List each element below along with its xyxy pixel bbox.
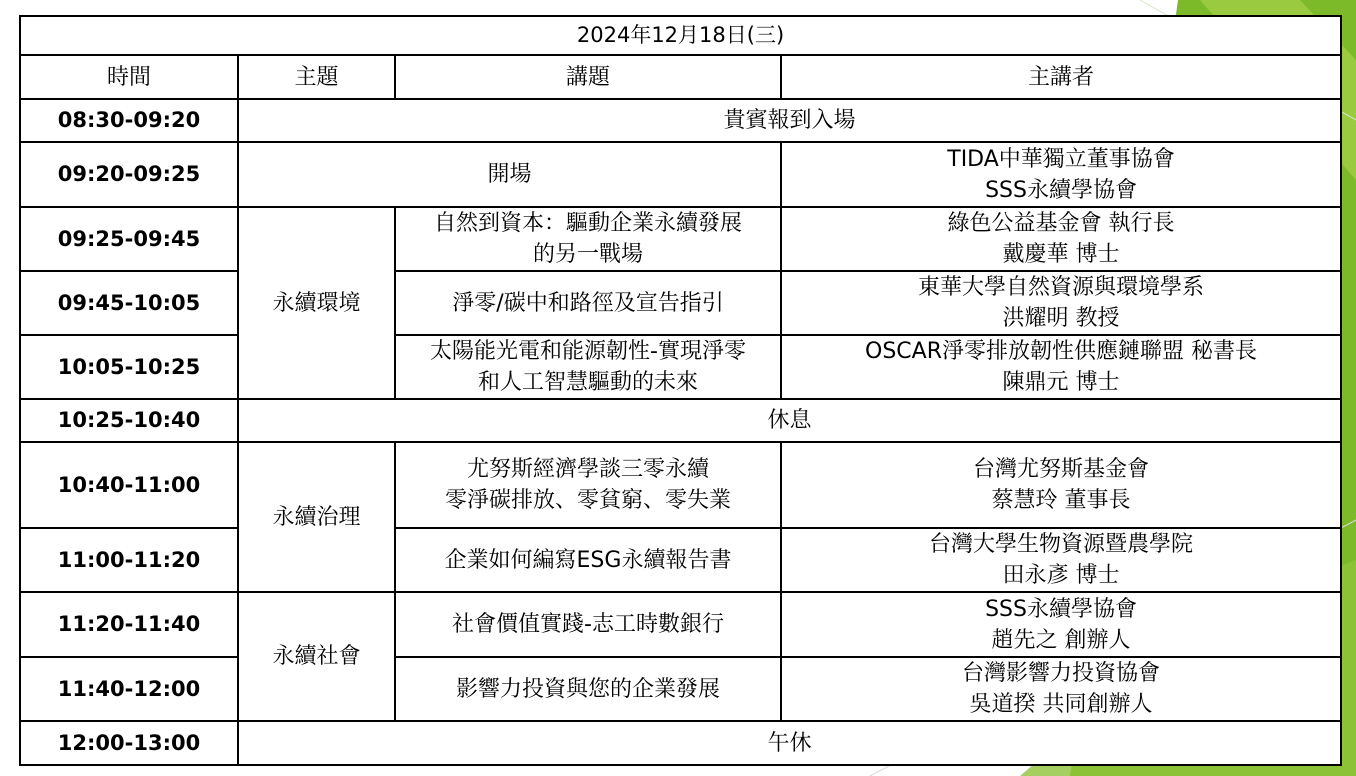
time-cell: 08:30-09:20 (20, 99, 238, 142)
topic-cell (395, 335, 781, 399)
topic-line: 自然到資本：驅動企業永續發展 (433, 211, 742, 236)
topic-cell (395, 271, 781, 335)
speaker-cell (781, 335, 1341, 399)
topic-cell (395, 207, 781, 271)
speaker-cell (781, 528, 1341, 592)
theme-cell-governance: 永續治理 (238, 442, 395, 592)
topic-cell (395, 528, 781, 592)
topic-cell (395, 592, 781, 657)
time-cell: 10:05-10:25 (20, 335, 238, 399)
registration-cell: 貴賓報到入場 (238, 99, 1341, 142)
time-cell: 11:40-12:00 (20, 657, 238, 721)
topic-line: 淨零/碳中和路徑及宣告指引 (452, 290, 724, 316)
time-cell: 09:45-10:05 (20, 271, 238, 335)
time-cell: 11:00-11:20 (20, 528, 238, 592)
break-cell: 休息 (238, 399, 1341, 442)
topic-cell (395, 442, 781, 528)
time-cell: 11:20-11:40 (20, 592, 238, 657)
speaker-cell (781, 142, 1341, 207)
speaker-org: OSCAR淨零排放韌性供應鏈聯盟 秘書長 (865, 339, 1257, 364)
agenda-date: 2024年12月18日(三) (20, 16, 1341, 55)
header-theme: 主題 (238, 55, 395, 99)
speaker-name: 吳道揆 共同創辦人 (969, 692, 1153, 717)
speaker-name: 蔡慧玲 董事長 (991, 488, 1131, 513)
time-cell: 12:00-13:00 (20, 721, 238, 765)
speaker-name: 田永彥 博士 (1002, 563, 1120, 588)
topic-line: 零淨碳排放、零貧窮、零失業 (444, 488, 731, 513)
speaker-org: TIDA中華獨立董事協會 (947, 146, 1175, 172)
header-speaker: 主講者 (781, 55, 1341, 99)
topic-cell (395, 657, 781, 721)
speaker-org: 台灣尤努斯基金會 (973, 457, 1150, 482)
speaker-name: 洪耀明 教授 (1002, 306, 1120, 331)
speaker-cell (781, 442, 1341, 528)
header-time: 時間 (20, 55, 238, 99)
speaker-org: SSS永續學協會 (985, 596, 1137, 622)
speaker-org: 綠色公益基金會 執行長 (947, 211, 1175, 236)
speaker-org: 台灣大學生物資源暨農學院 (929, 532, 1194, 557)
speaker-org: SSS永續學協會 (985, 177, 1137, 203)
time-cell: 09:25-09:45 (20, 207, 238, 271)
speaker-cell (781, 657, 1341, 721)
topic-line: 太陽能光電和能源韌性-實現淨零 (430, 339, 746, 364)
topic-line: 企業如何編寫ESG永續報告書 (444, 547, 732, 573)
speaker-name: 趙先之 創辦人 (991, 627, 1131, 653)
topic-line: 影響力投資與您的企業發展 (455, 676, 720, 702)
topic-line: 和人工智慧驅動的未來 (477, 370, 698, 395)
time-cell: 10:40-11:00 (20, 442, 238, 528)
opening-cell: 開場 (238, 142, 781, 207)
speaker-cell (781, 207, 1341, 271)
speaker-name: 戴慶華 博士 (1002, 242, 1120, 267)
lunch-cell: 午休 (238, 721, 1341, 765)
topic-line: 社會價值實踐-志工時數銀行 (452, 612, 724, 637)
theme-cell-society: 永續社會 (238, 592, 395, 721)
speaker-org: 東華大學自然資源與環境學系 (918, 275, 1205, 300)
time-cell: 10:25-10:40 (20, 399, 238, 442)
speaker-cell (781, 271, 1341, 335)
speaker-name: 陳鼎元 博士 (1002, 370, 1120, 395)
agenda-table (19, 15, 1342, 766)
topic-line: 的另一戰場 (532, 242, 643, 267)
speaker-cell (781, 592, 1341, 657)
speaker-org: 台灣影響力投資協會 (962, 661, 1161, 686)
topic-line: 尤努斯經濟學談三零永續 (466, 457, 709, 482)
time-cell: 09:20-09:25 (20, 142, 238, 207)
header-topic: 講題 (395, 55, 781, 99)
theme-cell-environment: 永續環境 (238, 207, 395, 399)
